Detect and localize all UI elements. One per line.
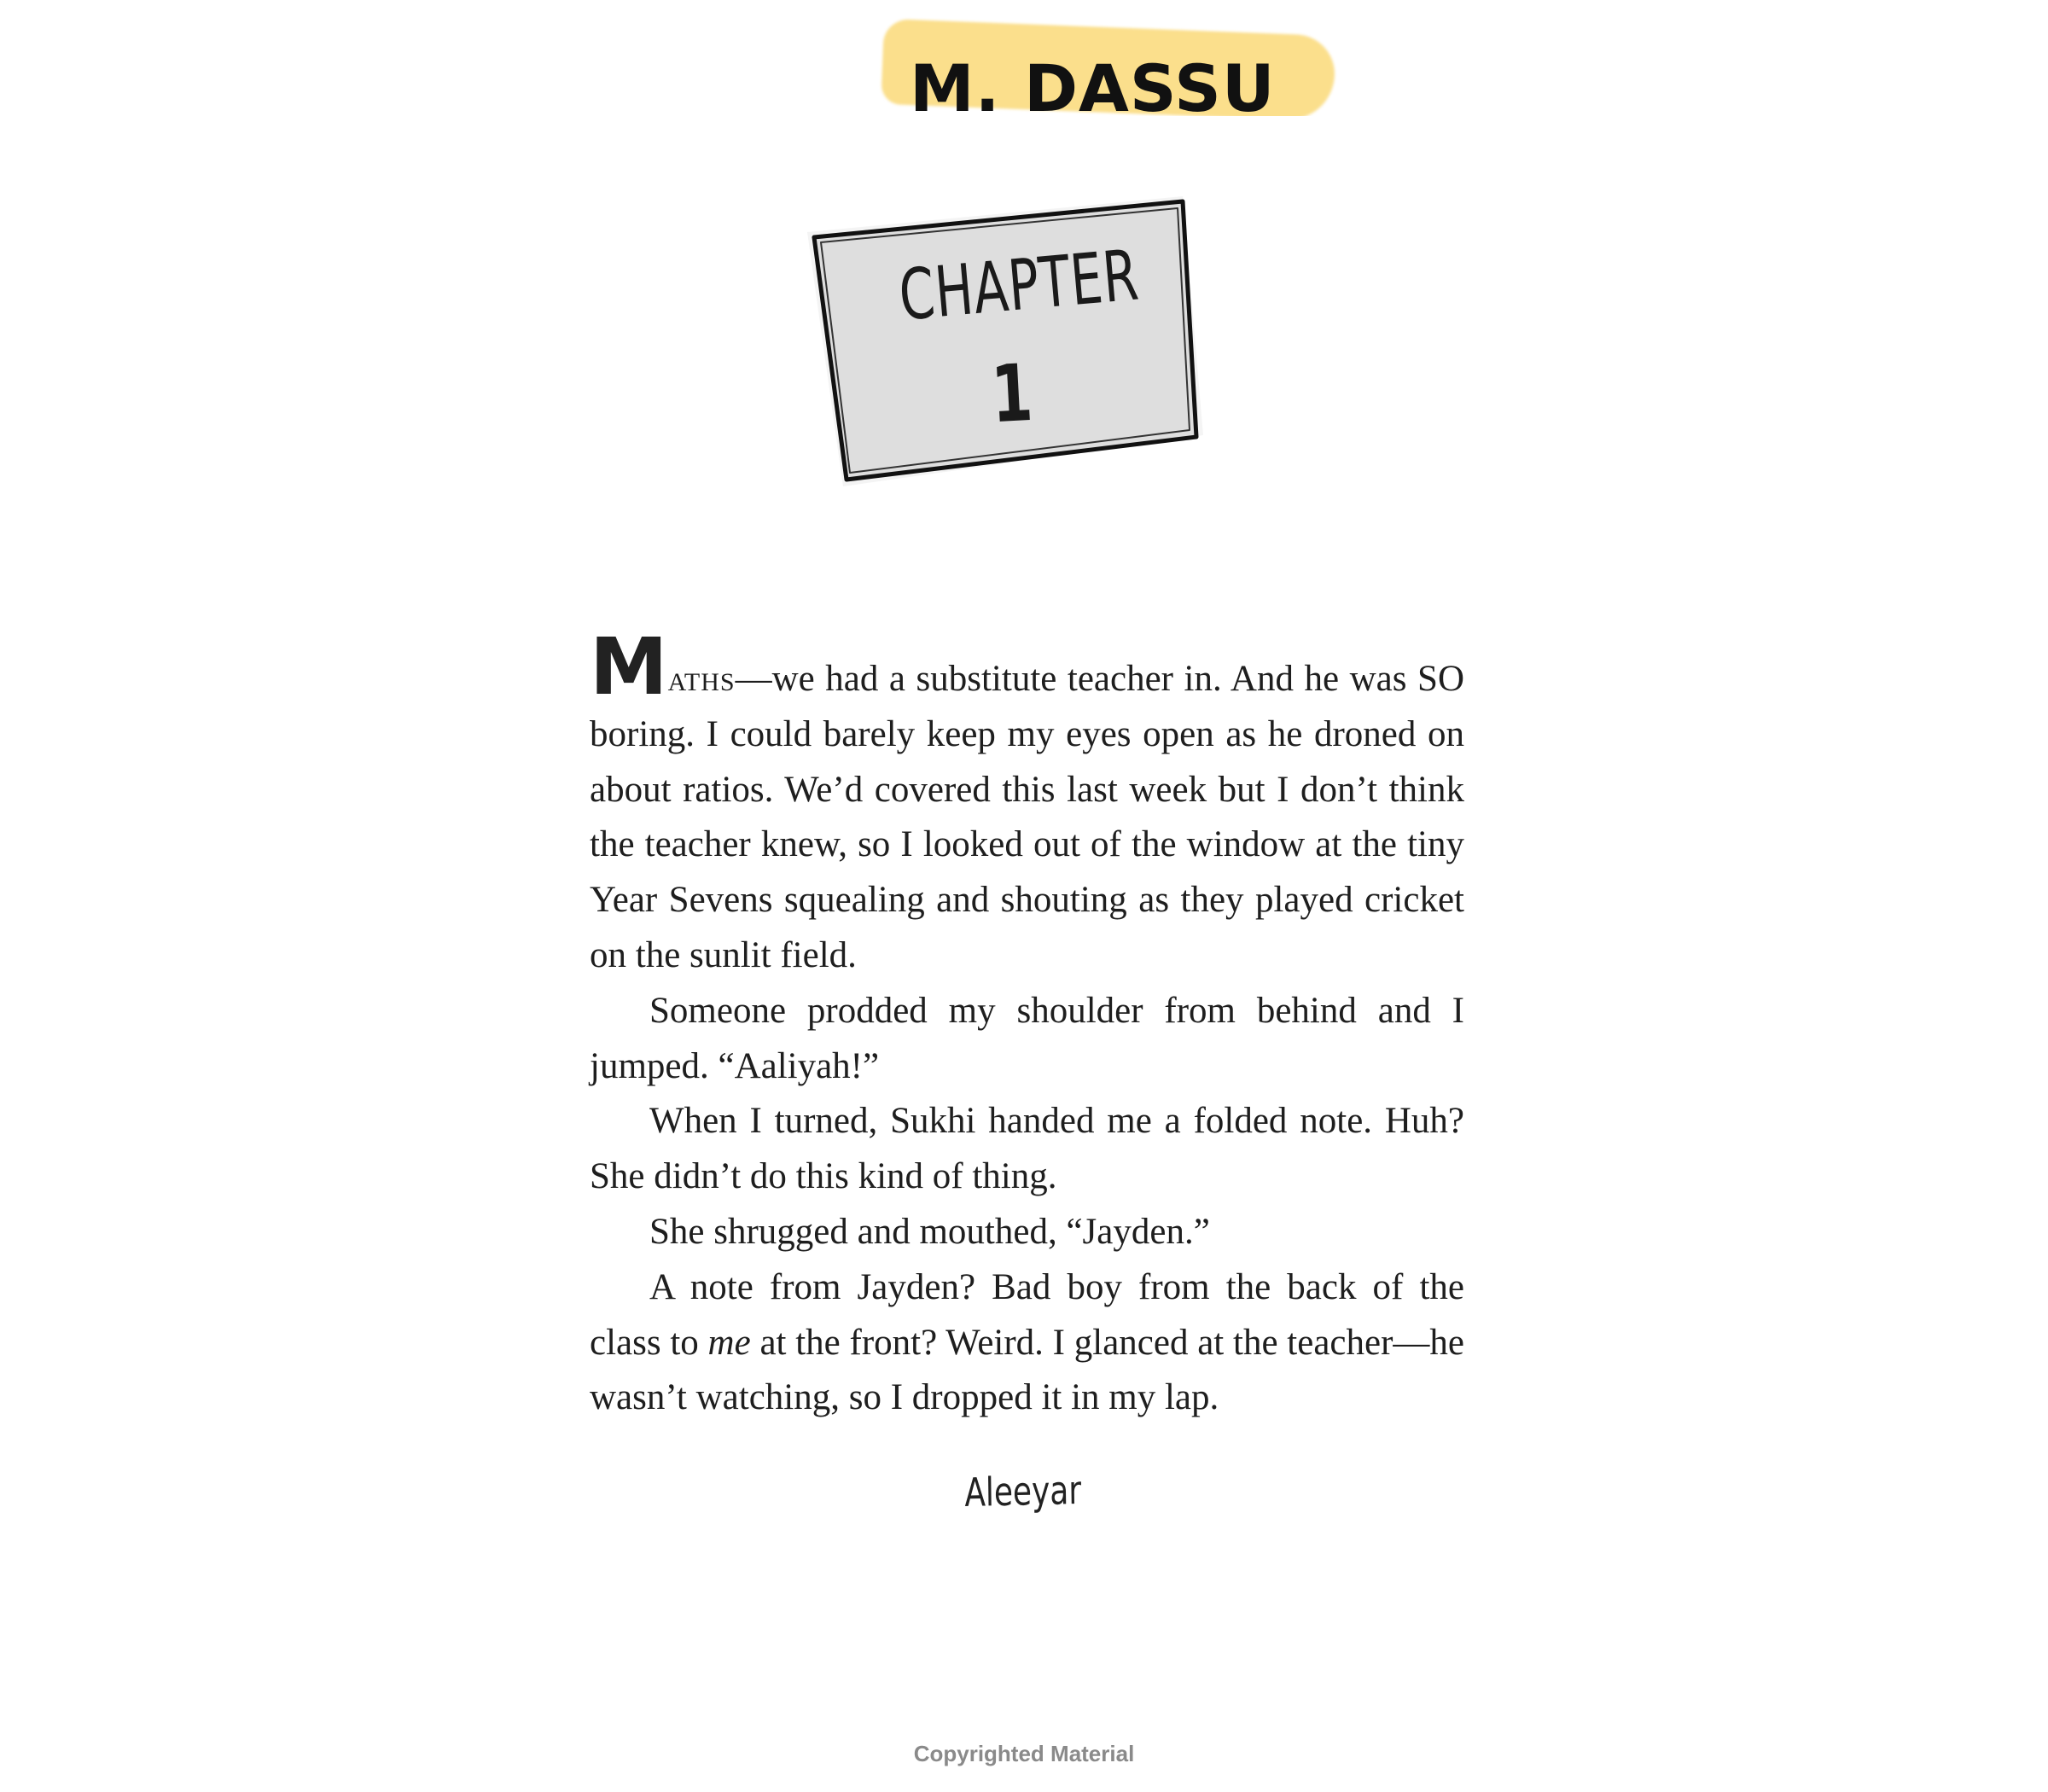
chapter-number: 1 xyxy=(989,346,1035,441)
paragraph-5-text-b: at the front? Weird. I glanced at the teacher—he wasn’t watching, so I dropped it in my lap. xyxy=(590,1322,1464,1418)
chapter-card xyxy=(802,189,1203,486)
paragraph-2: Someone prodded my shoulder from behind and I jumped. “Aaliyah!” xyxy=(590,990,1464,1086)
opening-small-caps: aths xyxy=(667,659,736,699)
chapter-card-frame xyxy=(802,189,1203,486)
paragraph-4: She shrugged and mouthed, “Jayden.” xyxy=(649,1211,1210,1252)
copyright-footer: Copyrighted Material xyxy=(913,1741,1135,1766)
author-banner xyxy=(876,15,1343,116)
drop-cap: M xyxy=(590,621,668,713)
chapter-body xyxy=(590,621,1464,1426)
paragraph-5 xyxy=(590,1260,1464,1426)
paragraph-5-text-a: A note from Jayden? Bad boy from the back of the class to xyxy=(590,1266,1464,1363)
handwritten-signature: Aleeyar xyxy=(964,1466,1082,1516)
paragraph-3: When I turned, Sukhi handed me a folded note. Huh? She didn’t do this kind of thing. xyxy=(590,1101,1464,1197)
paragraph-1-text: —we had a substitute teacher in. And he was SO boring. I could barely keep my eyes open as he droned on about ratios. We’d covered this last week but I don’t think the teacher knew, so I looked out of the window at the tiny Year Sevens squealing and shouting as they played cricket on the sunlit field. xyxy=(590,659,1464,975)
author-name: M. DASSU xyxy=(910,50,1276,116)
emphasis-word: me xyxy=(707,1322,751,1363)
chapter-label: CHAPTER xyxy=(896,235,1143,337)
paragraph-1 xyxy=(590,621,1464,984)
